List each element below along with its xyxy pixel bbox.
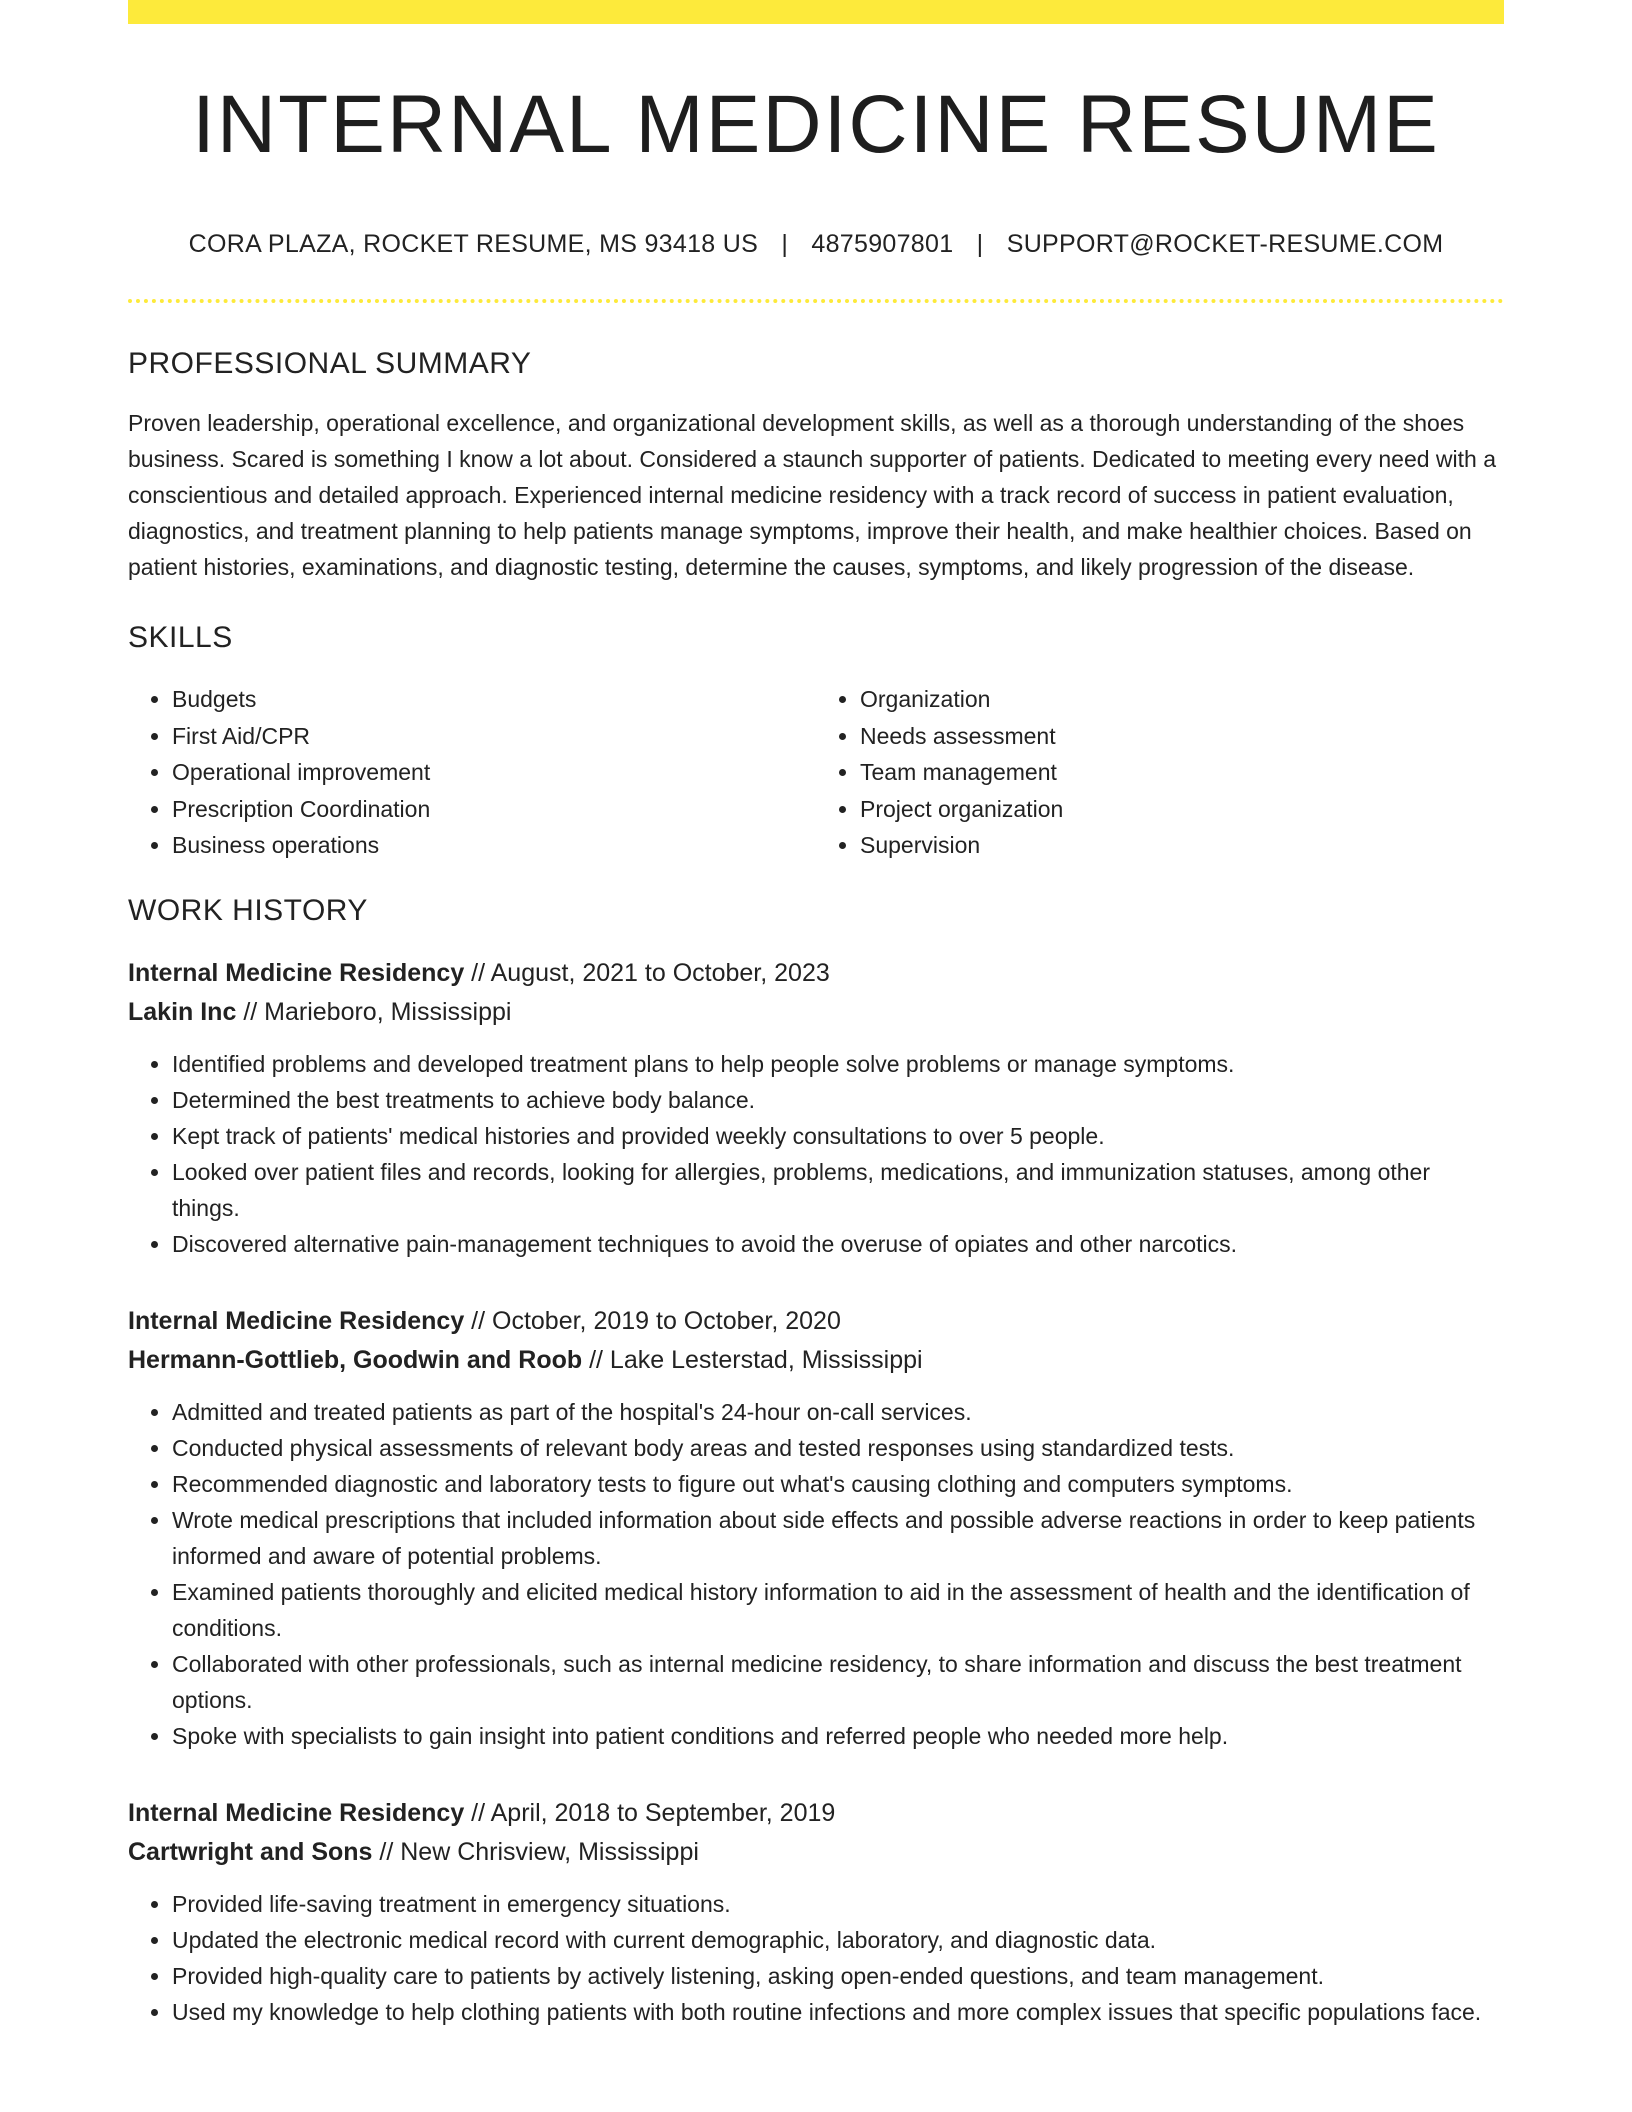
job-dates: // April, 2018 to September, 2019 [464,1798,836,1827]
job-bullet: • Kept track of patients' medical histories and provided weekly consultations to over 5 people. [172,1118,1504,1154]
job-dates: // August, 2021 to October, 2023 [464,958,830,987]
job-company: Lakin Inc [128,997,237,1026]
job-bullets [128,1886,1504,2030]
contact-line [128,230,1504,259]
job-bullets [128,1394,1504,1754]
job-bullet: • Updated the electronic medical record with current demographic, laboratory, and diagnostic data. [172,1922,1504,1958]
skill-item: • Supervision [860,827,1504,864]
skills-column-right [816,681,1504,864]
skill-item: • Business operations [172,827,816,864]
job-company-line [128,1833,1504,1872]
job-bullet: • Identified problems and developed treatment plans to help people solve problems or manage symptoms. [172,1046,1504,1082]
job-title: Internal Medicine Residency [128,958,465,987]
job-entry [128,954,1504,1262]
top-accent-bar [128,0,1504,24]
job-bullet: • Wrote medical prescriptions that included information about side effects and possible adverse reactions in order to keep patients informed and aware of potential problems. [172,1502,1504,1574]
contact-address: CORA PLAZA, ROCKET RESUME, MS 93418 US [188,230,759,258]
job-entry [128,1302,1504,1754]
skill-item: • Prescription Coordination [172,791,816,828]
skills-heading: SKILLS [128,621,233,654]
job-title-line [128,954,1504,993]
skill-item: • Project organization [860,791,1504,828]
skills-column-left [128,681,816,864]
job-bullet: • Recommended diagnostic and laboratory tests to figure out what's causing clothing and computers symptoms. [172,1466,1504,1502]
job-bullet: • Provided high-quality care to patients by actively listening, asking open-ended questions, and team management. [172,1958,1504,1994]
work-history-heading: WORK HISTORY [128,893,368,927]
job-company-line [128,993,1504,1032]
contact-separator: | [781,230,789,258]
contact-separator: | [976,230,984,258]
job-bullet: • Determined the best treatments to achieve body balance. [172,1082,1504,1118]
job-title: Internal Medicine Residency [128,1798,465,1827]
job-location: // Marieboro, Mississippi [236,997,512,1026]
job-bullet: • Examined patients thoroughly and elicited medical history information to aid in the assessment of health and the identification of conditions. [172,1574,1504,1646]
job-bullet: • Provided life-saving treatment in emergency situations. [172,1886,1504,1922]
job-location: // New Chrisview, Mississippi [372,1837,699,1866]
summary-heading: PROFESSIONAL SUMMARY [128,347,532,380]
job-bullet: • Admitted and treated patients as part of the hospital's 24-hour on-call services. [172,1394,1504,1430]
job-location: // Lake Lesterstad, Mississippi [582,1345,923,1374]
summary-text: Proven leadership, operational excellence, and organizational development skills, as well as a thorough understanding of the shoes business. Scared is something I know a lot about. Considered a staunch supporter of patients. Dedicated to meeting every need with a conscientious and detailed approach. Experienced internal medicine residency with a track record of success in patient evaluation, diagnostics, and treatment planning to help patients manage symptoms, improve their health, and make healthier choices. Based on patient histories, examinations, and diagnostic testing, determine the causes, symptoms, and likely progression of the disease. [128,410,1497,580]
resume-page [128,0,1504,2030]
skill-item: • Operational improvement [172,754,816,791]
job-entry [128,1794,1504,2030]
job-bullet: • Spoke with specialists to gain insight into patient conditions and referred people who needed more help. [172,1718,1504,1754]
skill-item: • Budgets [172,681,816,718]
job-title-line [128,1794,1504,1833]
dotted-divider [128,299,1504,303]
job-dates: // October, 2019 to October, 2020 [464,1306,841,1335]
job-bullet: • Discovered alternative pain-management techniques to avoid the overuse of opiates and other narcotics. [172,1226,1504,1262]
job-bullet: • Used my knowledge to help clothing patients with both routine infections and more complex issues that specific populations face. [172,1994,1504,2030]
job-bullet: • Looked over patient files and records, looking for allergies, problems, medications, and immunization statuses, among other things. [172,1154,1504,1226]
skill-item: • Team management [860,754,1504,791]
job-company: Hermann-Gottlieb, Goodwin and Roob [128,1345,583,1374]
job-bullet: • Conducted physical assessments of relevant body areas and tested responses using standardized tests. [172,1430,1504,1466]
contact-email: SUPPORT@ROCKET-RESUME.COM [1006,230,1444,258]
job-company-line [128,1341,1504,1380]
skill-item: • Needs assessment [860,718,1504,755]
job-company: Cartwright and Sons [128,1837,373,1866]
skills-list [128,681,1504,864]
job-bullets [128,1046,1504,1262]
job-bullet: • Collaborated with other professionals, such as internal medicine residency, to share information and discuss the best treatment options. [172,1646,1504,1718]
job-title: Internal Medicine Residency [128,1306,465,1335]
job-title-line [128,1302,1504,1341]
contact-phone: 4875907801 [811,230,954,258]
skill-item: • First Aid/CPR [172,718,816,755]
resume-title: INTERNAL MEDICINE RESUME [192,79,1440,170]
skill-item: • Organization [860,681,1504,718]
